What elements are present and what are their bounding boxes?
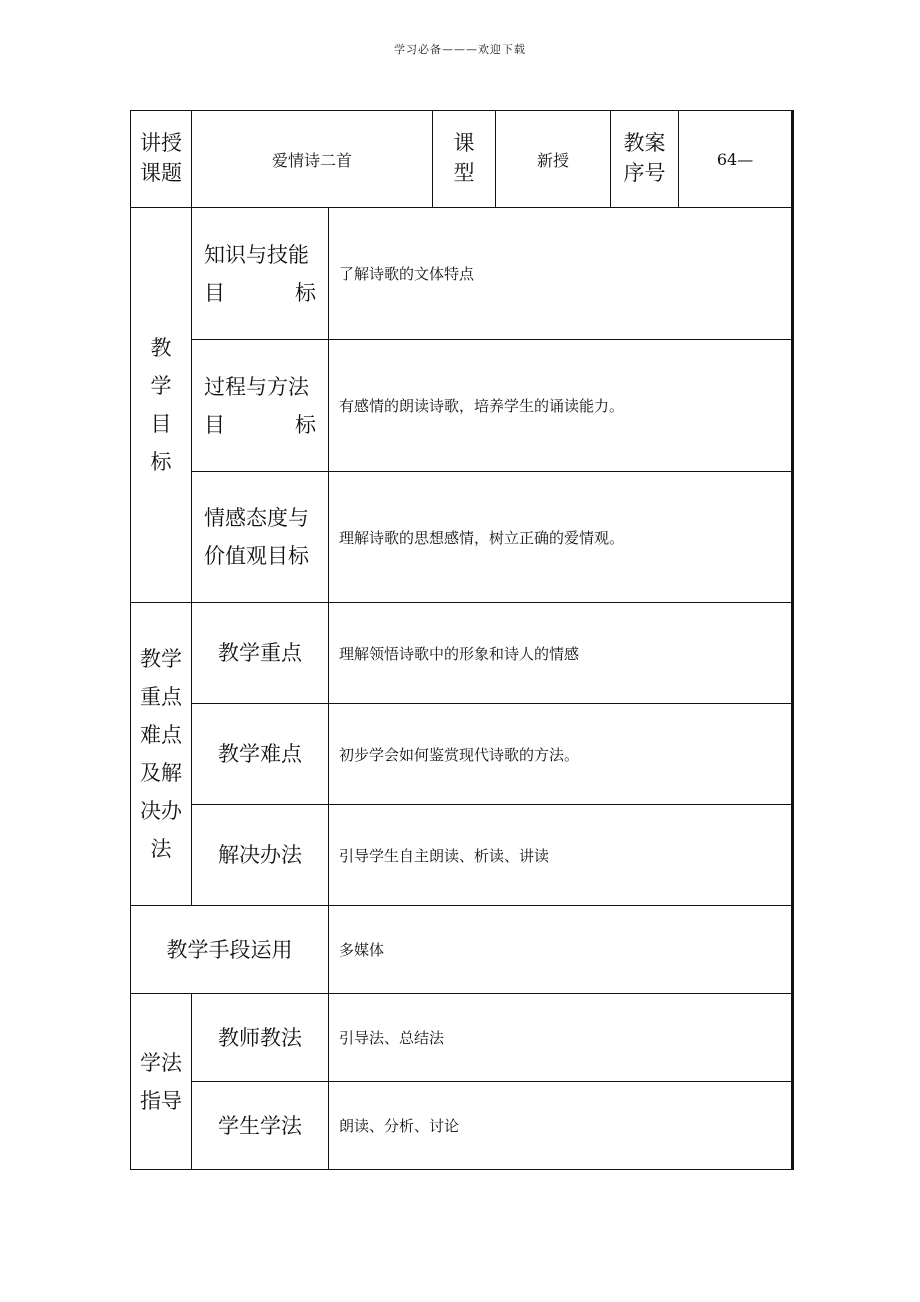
plan-no-value: 64—: [679, 111, 793, 208]
keypoint-label: 教学难点: [192, 704, 329, 805]
objectives-label: 教学目标: [150, 336, 172, 474]
keypoint-content: 理解领悟诗歌中的形象和诗人的情感: [329, 603, 793, 704]
means-row: [131, 906, 793, 994]
type-label: 课型: [453, 130, 475, 185]
guidance-row: [131, 1082, 793, 1170]
keypoint-row: [131, 805, 793, 906]
objective-content: 有感情的朗读诗歌，培养学生的诵读能力。: [329, 340, 793, 472]
keypoint-label: 教学重点: [192, 603, 329, 704]
means-content: 多媒体: [329, 906, 793, 994]
objective-label-line1: 过程与方法: [204, 374, 309, 399]
guidance-label: 学法指导: [140, 1050, 182, 1113]
guidance-content: 朗读、分析、讨论: [329, 1082, 793, 1170]
type-value: 新授: [496, 111, 611, 208]
objective-label-line1: 知识与技能: [204, 242, 309, 267]
objective-label-line2: 目 标: [204, 412, 316, 437]
topic-label: 讲授课题: [140, 130, 182, 185]
top-row: [131, 111, 793, 208]
guidance-content: 引导法、总结法: [329, 994, 793, 1082]
objective-row: [131, 340, 793, 472]
objective-content: 了解诗歌的文体特点: [329, 208, 793, 340]
guidance-section-label: [131, 994, 192, 1170]
topic-value: 爱情诗二首: [192, 111, 433, 208]
objective-label-line1: 情感态度与: [204, 506, 309, 530]
objective-label-cell: [192, 472, 329, 603]
topic-label-cell: [131, 111, 192, 208]
plan-no-label: 教案序号: [623, 130, 666, 185]
keypoint-content: 引导学生自主朗读、析读、讲读: [329, 805, 793, 906]
keypoints-section-label: [131, 603, 192, 906]
lesson-plan-table: [130, 110, 794, 1170]
guidance-row: [131, 994, 793, 1082]
objective-label-line2: 价值观目标: [204, 544, 309, 568]
keypoint-content: 初步学会如何鉴赏现代诗歌的方法。: [329, 704, 793, 805]
plan-no-label-cell: [611, 111, 679, 208]
keypoints-label: 教学重点难点及解决办法: [140, 647, 182, 861]
objective-row: [131, 208, 793, 340]
objective-label-cell: [192, 208, 329, 340]
page-header: 学习必备———欢迎下载: [394, 43, 526, 56]
means-label: 教学手段运用: [131, 906, 329, 994]
keypoint-row: [131, 704, 793, 805]
keypoint-label: 解决办法: [192, 805, 329, 906]
keypoint-row: [131, 603, 793, 704]
type-label-cell: [433, 111, 496, 208]
objective-content: 理解诗歌的思想感情，树立正确的爱情观。: [329, 472, 793, 603]
guidance-row-label: 学生学法: [192, 1082, 329, 1170]
guidance-row-label: 教师教法: [192, 994, 329, 1082]
objective-label-cell: [192, 340, 329, 472]
objective-label-line2: 目 标: [204, 280, 316, 305]
objective-row: [131, 472, 793, 603]
objectives-section-label: [131, 208, 192, 603]
